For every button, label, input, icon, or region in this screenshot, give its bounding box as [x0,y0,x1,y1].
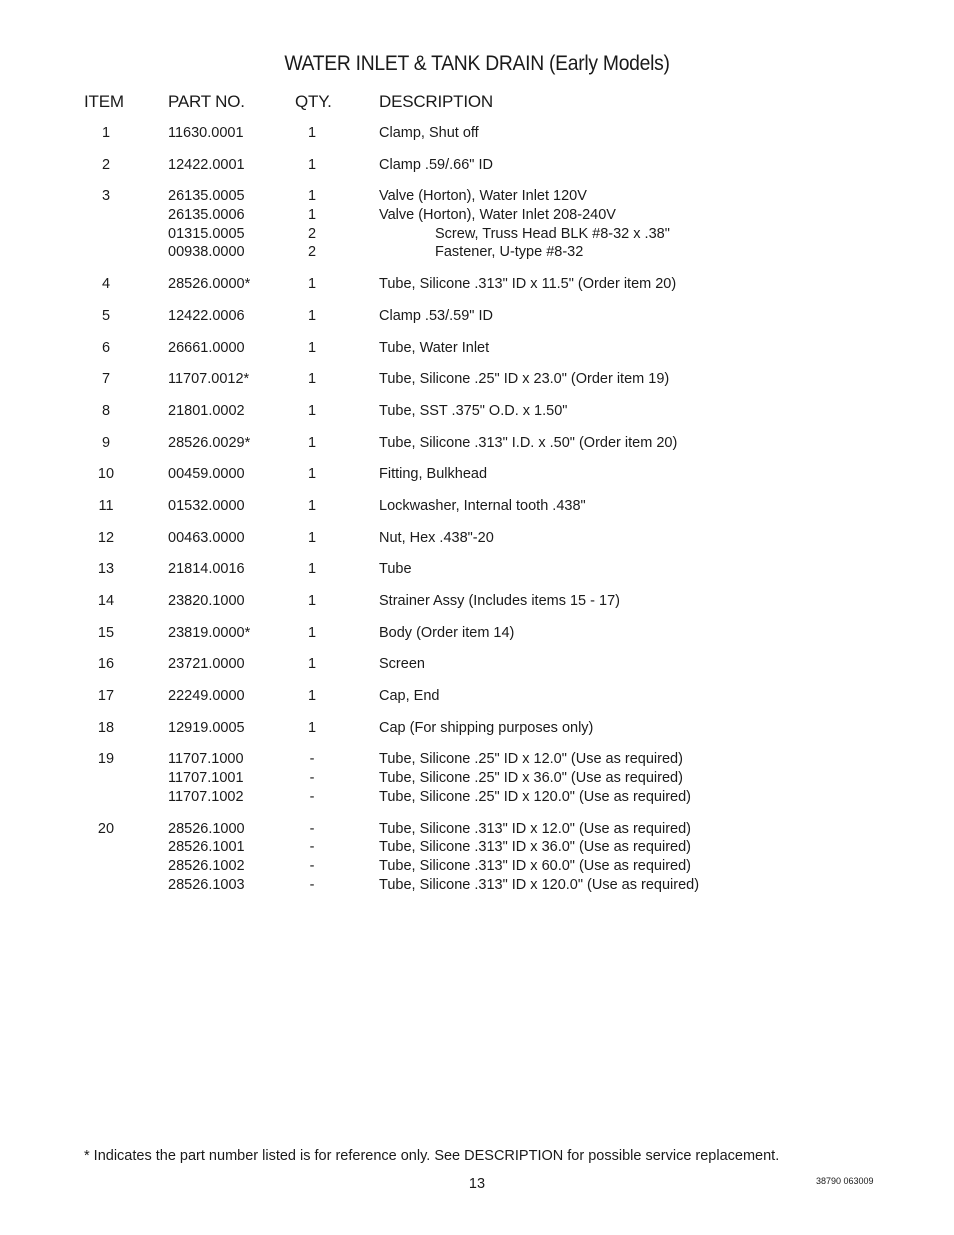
quantity: 1 [307,593,317,609]
part-number: 01532.0000 [168,497,245,514]
description: Strainer Assy (Includes items 15 - 17) [379,593,620,609]
item-number: 18 [97,719,115,736]
item-number: 8 [101,402,111,419]
header-qty: QTY. [295,92,332,111]
table-row [0,857,954,876]
table-row [0,225,954,244]
part-number: 12422.0006 [168,307,245,324]
item-number: 12 [97,529,115,546]
item-number: 19 [97,751,115,768]
item-number: 4 [101,276,111,293]
description: Clamp .59/.66" ID [379,156,493,173]
parts-group [0,370,954,389]
parts-group [0,750,954,806]
description: Tube, Silicone .313" ID x 36.0" (Use as required) [379,839,691,856]
parts-group [0,434,954,453]
table-row [0,655,954,674]
quantity: - [309,839,315,856]
parts-list [0,124,954,907]
quantity: 1 [307,688,317,705]
quantity: 1 [307,276,317,293]
table-row [0,156,954,175]
table-row [0,497,954,516]
table-row [0,434,954,453]
description: Nut, Hex .438"-20 [379,529,494,546]
quantity: - [309,876,315,893]
item-number: 14 [97,593,115,609]
parts-group [0,275,954,294]
part-number: 28526.1003 [168,876,245,893]
parts-group [0,529,954,548]
quantity: 1 [307,529,317,546]
parts-group [0,655,954,674]
table-row [0,243,954,262]
description: Tube, Water Inlet [379,339,490,356]
item-number: 3 [101,188,111,205]
item-number: 15 [97,624,115,641]
quantity: 1 [307,719,317,736]
quantity: 1 [307,402,317,419]
parts-group [0,187,954,262]
table-row [0,206,954,225]
table-row [0,275,954,294]
part-number: 11707.1002 [168,788,244,805]
quantity: 1 [307,307,317,324]
part-number: 26135.0006 [168,207,245,224]
quantity: 1 [307,339,317,356]
item-number: 1 [101,125,111,141]
description: Tube, Silicone .313" ID x 11.5" (Order item 20) [379,276,677,293]
part-number: 21801.0002 [168,402,245,419]
page-number: 13 [468,1176,486,1192]
description: Tube, Silicone .313" ID x 120.0" (Use as required) [379,876,700,893]
part-number: 12919.0005 [168,719,245,736]
part-number: 11707.0012* [168,371,250,388]
table-row [0,788,954,807]
quantity: - [309,751,315,768]
parts-group [0,124,954,143]
quantity: 1 [307,434,317,451]
part-number: 28526.0000* [168,276,251,293]
description: Tube, Silicone .313" I.D. x .50" (Order item 20) [379,434,678,451]
table-row [0,187,954,206]
footnote: * Indicates the part number listed is for reference only. See DESCRIPTION for possible service replacement. [84,1148,780,1164]
parts-group [0,465,954,484]
part-number: 00463.0000 [168,529,245,546]
part-number: 23721.0000 [168,656,245,673]
item-number: 2 [101,156,111,173]
description: Tube, Silicone .313" ID x 12.0" (Use as required) [379,820,691,837]
item-number: 16 [97,656,115,673]
description: Cap (For shipping purposes only) [379,719,594,736]
header-description: DESCRIPTION [379,92,493,111]
table-row [0,307,954,326]
description: Screen [379,656,425,673]
table-row [0,370,954,389]
parts-group [0,592,954,611]
table-row [0,624,954,643]
part-number: 23819.0000* [168,624,251,641]
parts-group [0,560,954,579]
description: Tube, Silicone .25" ID x 36.0" (Use as required) [379,770,683,787]
table-row [0,719,954,738]
item-number: 17 [97,688,115,705]
description: Clamp, Shut off [379,125,479,141]
part-number: 26135.0005 [168,188,245,205]
quantity: 2 [307,244,317,261]
description: Clamp .53/.59" ID [379,307,493,324]
quantity: 1 [307,371,317,388]
item-number: 6 [101,339,111,356]
table-row [0,339,954,358]
part-number: 11707.1001 [168,770,244,787]
description: Tube, Silicone .25" ID x 120.0" (Use as required) [379,788,691,805]
description: Fastener, U-type #8-32 [435,244,584,261]
page-title: WATER INLET & TANK DRAIN (Early Models) [284,52,670,75]
document-id: 38790 063009 [816,1176,874,1186]
description: Cap, End [379,688,440,705]
item-number: 9 [101,434,111,451]
part-number: 22249.0000 [168,688,245,705]
parts-group [0,820,954,895]
item-number: 7 [101,371,111,388]
description: Fitting, Bulkhead [379,466,488,483]
description: Tube, SST .375" O.D. x 1.50" [379,402,568,419]
header-part-no: PART NO. [168,92,245,111]
description: Valve (Horton), Water Inlet 208-240V [379,207,616,224]
description: Valve (Horton), Water Inlet 120V [379,188,587,205]
quantity: 1 [307,466,317,483]
quantity: 1 [307,497,317,514]
parts-group [0,687,954,706]
part-number: 01315.0005 [168,225,245,242]
part-number: 23820.1000 [168,593,245,609]
table-row [0,560,954,579]
item-number: 5 [101,307,111,324]
description: Tube, Silicone .25" ID x 12.0" (Use as required) [379,751,683,768]
table-row [0,838,954,857]
table-row [0,687,954,706]
quantity: 1 [307,656,317,673]
description: Tube, Silicone .25" ID x 23.0" (Order item 19) [379,371,670,388]
quantity: - [309,820,315,837]
quantity: 1 [307,624,317,641]
parts-group [0,402,954,421]
quantity: 1 [307,125,317,141]
description: Screw, Truss Head BLK #8-32 x .38" [435,225,670,242]
part-number: 21814.0016 [168,561,245,578]
part-number: 28526.1000 [168,820,245,837]
parts-group [0,719,954,738]
description: Tube [379,561,412,578]
table-row [0,592,954,611]
table-row [0,402,954,421]
parts-group [0,624,954,643]
parts-group [0,497,954,516]
part-number: 00938.0000 [168,244,245,261]
table-row [0,820,954,839]
table-row [0,124,954,143]
part-number: 11707.1000 [168,751,244,768]
part-number: 28526.1002 [168,857,245,874]
item-number: 10 [97,466,115,483]
parts-group [0,339,954,358]
description: Lockwasher, Internal tooth .438" [379,497,586,514]
quantity: - [309,857,315,874]
part-number: 28526.0029* [168,434,251,451]
part-number: 11630.0001 [168,125,244,141]
parts-group [0,156,954,175]
part-number: 12422.0001 [168,156,245,173]
part-number: 00459.0000 [168,466,245,483]
part-number: 28526.1001 [168,839,245,856]
table-row [0,769,954,788]
quantity: 1 [307,188,317,205]
item-number: 20 [97,820,115,837]
table-row [0,465,954,484]
quantity: 2 [307,225,317,242]
header-item: ITEM [84,92,124,111]
table-row [0,750,954,769]
quantity: 1 [307,156,317,173]
item-number: 13 [97,561,115,578]
description: Tube, Silicone .313" ID x 60.0" (Use as required) [379,857,691,874]
quantity: - [309,770,315,787]
quantity: 1 [307,561,317,578]
quantity: 1 [307,207,317,224]
table-row [0,876,954,895]
description: Body (Order item 14) [379,624,515,641]
item-number: 11 [98,497,114,514]
part-number: 26661.0000 [168,339,245,356]
table-row [0,529,954,548]
quantity: - [309,788,315,805]
parts-group [0,307,954,326]
